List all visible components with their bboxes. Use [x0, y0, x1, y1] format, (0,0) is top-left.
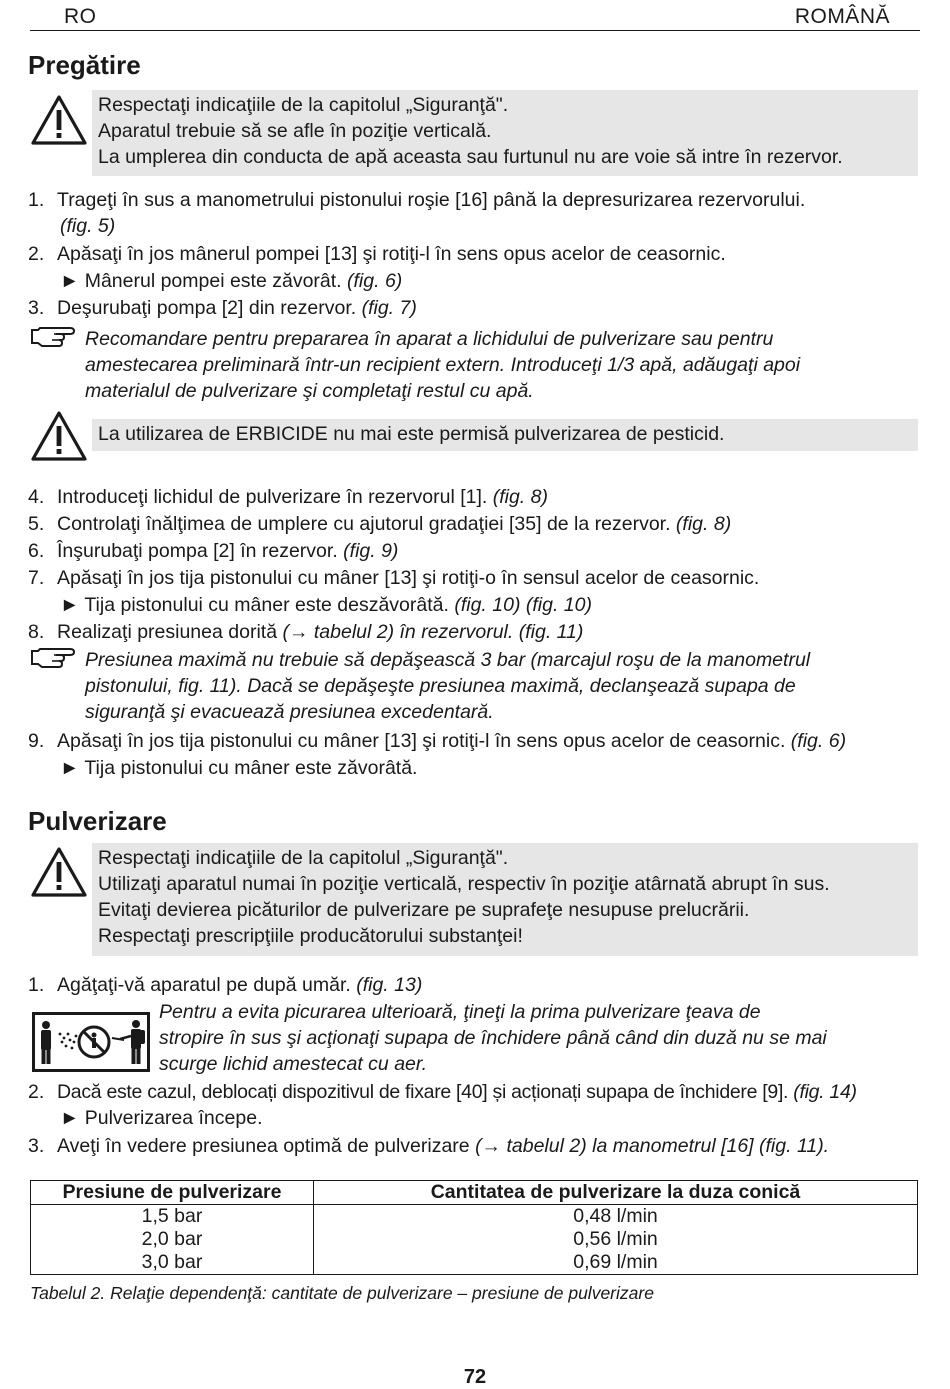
spraying-person-icon	[32, 1012, 150, 1072]
pressure-cell: 1,5 bar	[31, 1205, 314, 1229]
table-header-row	[31, 1181, 918, 1205]
step-number: 3.	[28, 1135, 45, 1157]
table-row	[31, 1228, 918, 1251]
step-number: 8.	[28, 621, 45, 643]
table-row	[31, 1251, 918, 1275]
warning-line: Utilizaţi aparatul numai în poziţie verticală, respectiv în poziţie atârnată abrupt în sus.	[98, 873, 830, 895]
table-caption: Tabelul 2. Relaţie dependenţă: cantitate de pulverizare – presiune de pulverizare	[30, 1283, 654, 1303]
step-result: ► Pulverizarea începe.	[60, 1107, 263, 1129]
figure-reference: (fig. 6)	[347, 270, 403, 292]
figure-reference: (fig. 14)	[793, 1081, 857, 1103]
warning-line: Respectaţi prescripţiile producătorului substanţei!	[98, 925, 523, 947]
section-title-spraying: Pulverizare	[28, 806, 167, 836]
warning-line: La utilizarea de ERBICIDE nu mai este permisă pulverizarea de pesticid.	[98, 423, 725, 445]
step-number: 2.	[28, 243, 45, 265]
warning-line: Evitaţi devierea picăturilor de pulverizare pe suprafeţe nesupuse prelucrării.	[98, 899, 750, 921]
pressure-cell: 2,0 bar	[31, 1228, 314, 1251]
quantity-cell: 0,69 l/min	[314, 1251, 918, 1275]
figure-reference: (fig. 6)	[790, 730, 847, 752]
step-text: Trageţi în sus a manometrului pistonului roşie [16] până la depresurizarea rezervorului.	[57, 189, 806, 211]
tip-line: amestecarea preliminară într-un recipient extern. Introduceţi 1/3 apă, adăugaţi apoi	[85, 354, 801, 376]
figure-reference: (fig. 8)	[492, 486, 548, 508]
warning-icon	[30, 94, 88, 146]
warning-line: Respectaţi indicaţiile de la capitolul „Siguranţă".	[98, 847, 509, 869]
note-line: scurge lichid amestecat cu aer.	[159, 1053, 428, 1075]
figure-reference: (fig. 10) (fig. 10)	[454, 594, 592, 616]
table-reference: (→ tabelul 2) în rezervorul. (fig. 11)	[282, 621, 584, 643]
step-number: 4.	[28, 486, 45, 508]
tip-note	[85, 647, 810, 725]
step-number: 2.	[28, 1081, 45, 1103]
step-text: Apăsaţi în jos tija pistonului cu mâner [13] şi rotiţi-o în sensul acelor de ceasornic.	[57, 567, 760, 589]
step-number: 1.	[28, 974, 45, 996]
figure-reference: (fig. 5)	[60, 215, 116, 237]
tip-note	[85, 326, 800, 404]
language-code: RO	[64, 5, 97, 28]
step-text: Apăsaţi în jos mânerul pompei [13] şi rotiţi-l în sens opus acelor de ceasornic.	[57, 243, 726, 265]
figure-reference: (fig. 8)	[675, 513, 732, 535]
language-name: ROMÂNĂ	[794, 5, 890, 28]
tip-line: Presiunea maximă nu trebuie să depăşească 3 bar (marcajul roşu de la manometrul	[85, 649, 811, 671]
tip-line: Recomandare pentru prepararea în aparat a lichidului de pulverizare sau pentru	[85, 328, 774, 350]
step-text: Aveţi în vedere presiunea optimă de pulverizare	[57, 1135, 476, 1157]
safety-warning-box	[92, 843, 918, 956]
section-title-preparation: Pregătire	[28, 50, 141, 80]
quantity-cell: 0,48 l/min	[314, 1205, 918, 1229]
tip-line: pistonului, fig. 11). Dacă se depăşeşte presiunea maximă, declanşează supapa de	[85, 675, 796, 697]
figure-reference: (fig. 7)	[361, 297, 417, 319]
step-text: Realizaţi presiunea dorită	[57, 621, 283, 643]
step-text: Controlaţi înălţimea de umplere cu ajutorul gradaţiei [35] de la rezervor.	[57, 513, 676, 535]
warning-icon	[30, 410, 88, 462]
safety-warning-box	[92, 90, 918, 176]
pressure-cell: 3,0 bar	[31, 1251, 314, 1275]
step-text: Dacă este cazul, deblocați dispozitivul de fixare [40] și acționați supapa de închidere [9].	[57, 1081, 794, 1103]
step-text: Apăsaţi în jos tija pistonului cu mâner [13] şi rotiţi-l în sens opus acelor de ceasornic.	[57, 730, 791, 752]
step-text: Înşurubaţi pompa [2] în rezervor.	[57, 540, 344, 562]
step-number: 6.	[28, 540, 45, 562]
spray-pressure-table	[30, 1180, 918, 1275]
step-result: ► Mânerul pompei este zăvorât.	[60, 270, 348, 292]
column-header: Presiune de pulverizare	[31, 1181, 314, 1205]
warning-line: Respectaţi indicaţiile de la capitolul „Siguranţă".	[98, 94, 509, 116]
step-text: Deşurubaţi pompa [2] din rezervor.	[57, 297, 362, 319]
table-row	[31, 1205, 918, 1229]
tip-line: siguranţă şi evacuează presiunea excedentară.	[85, 701, 494, 723]
note-line: stropire în sus şi acţionaţi supapa de închidere până când din duză nu se mai	[159, 1027, 827, 1049]
step-number: 3.	[28, 297, 45, 319]
herbicide-warning-box	[92, 419, 918, 451]
step-result: ► Tija pistonului cu mâner este deszăvorâtă.	[60, 594, 455, 616]
warning-line: La umplerea din conducta de apă aceasta sau furtunul nu are voie să intre în rezervor.	[98, 146, 843, 168]
step-number: 7.	[28, 567, 45, 589]
pointing-hand-icon	[30, 324, 76, 350]
pointing-hand-icon	[30, 645, 76, 671]
table-reference: (→ tabelul 2) la manometrul [16] (fig. 11).	[475, 1135, 830, 1157]
note-line: Pentru a evita picurarea ulterioară, ţineţi la prima pulverizare ţeava de	[159, 1001, 761, 1023]
step-number: 9.	[28, 730, 45, 752]
page-number: 72	[463, 1366, 487, 1388]
step-text: Introduceţi lichidul de pulverizare în rezervorul [1].	[57, 486, 493, 508]
step-result: ► Tija pistonului cu mâner este zăvorâtă.	[60, 757, 418, 779]
figure-reference: (fig. 13)	[356, 974, 423, 996]
spray-note	[159, 999, 827, 1077]
step-number: 1.	[28, 189, 45, 211]
step-number: 5.	[28, 513, 45, 535]
step-text: Agăţaţi-vă aparatul pe după umăr.	[57, 974, 357, 996]
page-header	[30, 4, 920, 31]
warning-line: Aparatul trebuie să se afle în poziţie verticală.	[98, 120, 492, 142]
column-header: Cantitatea de pulverizare la duza conică	[314, 1181, 918, 1205]
warning-icon	[30, 846, 88, 898]
quantity-cell: 0,56 l/min	[314, 1228, 918, 1251]
tip-line: materialul de pulverizare şi completaţi restul cu apă.	[85, 380, 534, 402]
figure-reference: (fig. 9)	[343, 540, 399, 562]
